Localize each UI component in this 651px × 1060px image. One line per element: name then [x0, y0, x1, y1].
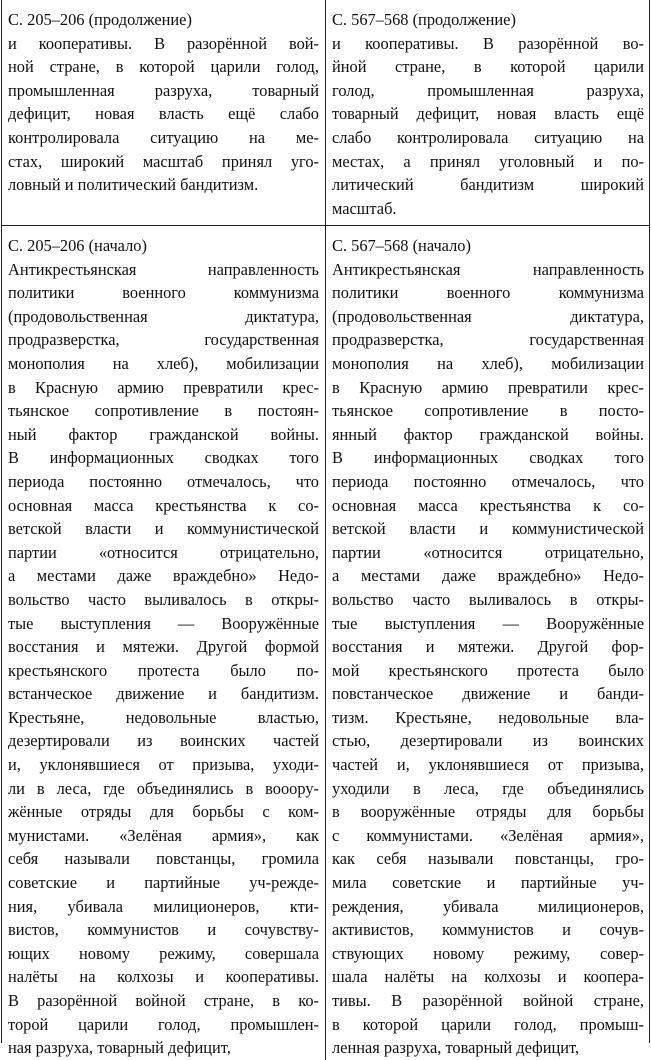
text-line: (продовольственная диктатура, [8, 306, 319, 326]
text-line: контролировала ситуацию на ме- [8, 127, 319, 147]
text-line: восстания и мятежи. Другой фор- [332, 637, 644, 657]
text-line: литический бандитизм широкий [332, 175, 644, 195]
text-line: монополия на хлеб), мобилизации [8, 353, 319, 373]
text-line: тьянское сопротивление в посто- [332, 401, 644, 421]
text-line: Крестьяне, недовольные властью, [8, 707, 319, 727]
text-line: налёты на колхозы и кооперативы. [8, 967, 319, 987]
text-line: Антикрестьянская направленность [8, 259, 319, 279]
text-line: торой царили голод, промышлен- [8, 1014, 319, 1034]
text-line: местах, а принял уголовный и по- [332, 151, 644, 171]
text-line: (продовольственная диктатура, [332, 306, 644, 326]
text-line: тизм. Крестьяне, недовольные вла- [332, 707, 644, 727]
text-line: политики военного коммунизма [8, 283, 319, 303]
text-line: ная разруха, товарный дефицит, [8, 1038, 231, 1058]
text-line: масштаб. [332, 198, 397, 218]
text-line: в Красную армию превратили крес- [332, 377, 644, 397]
text-line: тые выступления — Вооружённые [332, 613, 644, 633]
text-line: ветской власти и коммунистической [332, 519, 644, 539]
text-line: мой крестьянского протеста было [332, 660, 644, 680]
cell-source-b-beginning [326, 226, 650, 1060]
text-line: жённые отряды для борьбы с ком- [8, 802, 319, 822]
text-line: товарный дефицит, новая власть ещё [332, 104, 644, 124]
text-line: советские и партийные уч-режде- [8, 873, 319, 893]
text-line: продразверстка, государственная [332, 330, 644, 350]
text-line: партии «относится отрицательно, [8, 542, 319, 562]
text-line: мила советские и партийные уч- [332, 873, 644, 893]
text-line: ли в леса, где объединялись в вооору- [8, 778, 319, 798]
text-line: себя называли повстанцы, громила [8, 849, 319, 869]
text-line: промышленная разруха, товарный [8, 80, 319, 100]
text-line: шала налёты на колхозы и коопера- [332, 967, 644, 987]
text-line: вольство часто выливалось в откры- [8, 589, 319, 609]
text-line: ствующих новому режиму, совер- [332, 943, 644, 963]
text-line: монополия на хлеб), мобилизации [332, 353, 644, 373]
text-line: частей и, уклонявшиеся от призыва, [332, 755, 644, 775]
text-line: мунистами. «Зелёная армия», как [8, 825, 319, 845]
text-line: в которой царили голод, промыш- [332, 1014, 644, 1034]
text-line: янный фактор гражданской войны. [332, 424, 644, 444]
text-line: стью, дезертировали из воинских [332, 731, 644, 751]
text-line: как себя называли повстанцы, гро- [332, 849, 644, 869]
text-line: ный фактор гражданской войны. [8, 424, 319, 444]
comparison-table [1, 0, 650, 1058]
text-line: Антикрестьянская направленность [332, 259, 644, 279]
text-line: тые выступления — Вооружённые [8, 613, 319, 633]
cell-text [8, 258, 319, 1060]
text-line: слабо контролировала ситуацию на [332, 127, 644, 147]
text-line: ния, убивала милиционеров, кти- [8, 896, 319, 916]
text-line: ловный и политический бандитизм. [8, 175, 259, 195]
text-line: уходили в леса, где объединялись [332, 778, 644, 798]
text-line: и кооперативы. В разорённой вой- [8, 33, 319, 53]
text-line: с коммунистами. «Зелёная армия», [332, 825, 644, 845]
text-line: вольство часто выливалось в откры- [332, 589, 644, 609]
text-line: дефицит, новая власть ещё слабо [8, 104, 319, 124]
text-line: ленная разруха, товарный дефицит, [332, 1038, 580, 1058]
text-line: ющих новому режиму, совершала [8, 943, 319, 963]
text-line: реждения, убивала милиционеров, [332, 896, 644, 916]
text-line: тьянское сопротивление в постоян- [8, 401, 319, 421]
cell-heading: С. 205–206 (начало) [8, 236, 147, 255]
text-line: повстанческое движение и банди- [332, 684, 644, 704]
cell-heading: С. 567–568 (продолжение) [332, 10, 516, 29]
text-line: активистов, коммунистов и сочув- [332, 920, 644, 940]
text-line: В разорённой войной стране, в ко- [8, 991, 319, 1010]
text-line: и кооперативы. В разорённой во- [332, 33, 644, 53]
cell-text [332, 32, 644, 221]
cell-source-a-beginning [2, 226, 326, 1060]
text-line: ной стране, в которой царили голод, [8, 57, 319, 77]
text-line: В информационных сводках того [332, 448, 644, 468]
cell-heading: С. 205–206 (продолжение) [8, 10, 192, 29]
text-line: партии «относится отрицательно, [332, 542, 644, 562]
cell-source-b-continuation [326, 0, 650, 225]
text-line: голод, промышленная разруха, [332, 80, 644, 100]
text-line: основная масса крестьянства к со- [332, 495, 644, 515]
text-line: крестьянского протеста было по- [8, 660, 319, 680]
text-line: дезертировали из воинских частей [8, 731, 319, 751]
text-line: а местами даже враждебно» Недо- [8, 566, 319, 586]
text-line: встанческое движение и бандитизм. [8, 684, 319, 704]
text-line: ветской власти и коммунистической [8, 519, 319, 539]
cell-source-a-continuation [2, 0, 326, 225]
text-line: В информационных сводках того [8, 448, 319, 468]
text-line: тивы. В разорённой войной стране, [332, 991, 644, 1010]
text-line: в Красную армию превратили крес- [8, 377, 319, 397]
text-line: йной стране, в которой царили [332, 57, 644, 77]
text-line: восстания и мятежи. Другой формой [8, 637, 319, 657]
text-line: и, уклонявшиеся от призыва, уходи- [8, 755, 319, 775]
text-line: а местами даже враждебно» Недо- [332, 566, 644, 586]
cell-heading: С. 567–568 (начало) [332, 236, 471, 255]
table-row-beginning [2, 226, 649, 1058]
cell-text [8, 32, 319, 197]
text-line: периода постоянно отмечалось, что [332, 471, 644, 491]
table-row-continuation [2, 0, 649, 226]
text-line: стах, широкий масштаб принял уго- [8, 151, 319, 171]
cell-text [332, 258, 644, 1060]
text-line: вистов, коммунистов и сочувству- [8, 920, 319, 940]
text-line: продразверстка, государственная [8, 330, 319, 350]
text-line: основная масса крестьянства к со- [8, 495, 319, 515]
text-line: политики военного коммунизма [332, 283, 644, 303]
text-line: периода постоянно отмечалось, что [8, 471, 319, 491]
text-line: в вооружённые отряды для борьбы [332, 802, 644, 822]
